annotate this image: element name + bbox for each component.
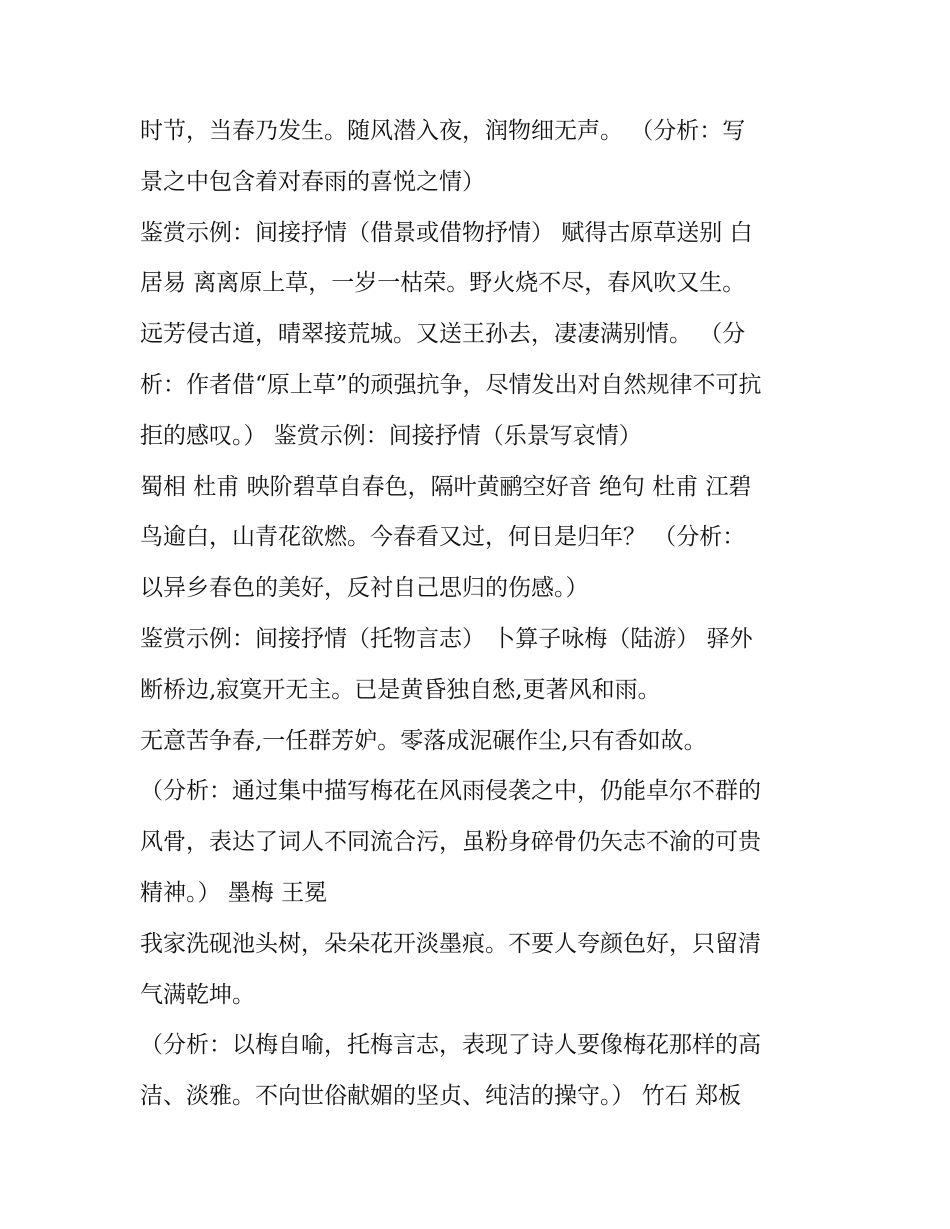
- text-line: 以异乡春色的美好，反衬自己思归的伤感。）: [140, 575, 589, 602]
- text-line: 风骨，表达了词人不同流合污，虽粉身碎骨仍矢志不渝的可贵: [140, 829, 761, 856]
- text-line: 远芳侵古道，晴翠接荒城。又送王孙去，凄凄满别情。 （分: [140, 321, 746, 348]
- text-line: 拒的感叹。） 鉴赏示例：间接抒情（乐景写哀情）: [140, 422, 642, 449]
- text-line: 无意苦争春,一任群芳妒。零落成泥碾作尘,只有香如故。: [140, 727, 707, 754]
- text-line: 景之中包含着对春雨的喜悦之情）: [140, 168, 485, 195]
- text-line: 鉴赏示例：间接抒情（借景或借物抒情） 赋得古原草送别 白: [140, 219, 753, 246]
- text-line: 鉴赏示例：间接抒情（托物言志） 卜算子咏梅（陆游） 驿外: [140, 625, 753, 652]
- text-line: 精神。） 墨梅 王冕: [140, 879, 328, 906]
- text-line: 断桥边,寂寞开无主。已是黄昏独自愁,更著风和雨。: [140, 676, 661, 703]
- text-line: （分析：通过集中描写梅花在风雨侵袭之中，仍能卓尔不群的: [140, 778, 761, 805]
- text-line: 析：作者借“原上草”的顽强抗争，尽情发出对自然规律不可抗: [140, 371, 762, 398]
- text-line: 蜀相 杜甫 映阶碧草自春色，隔叶黄鹂空好音 绝句 杜甫 江碧: [140, 473, 752, 500]
- text-line: 居易 离离原上草，一岁一枯荣。野火烧不尽，春风吹又生。: [140, 270, 746, 297]
- text-line: 我家洗砚池头树，朵朵花开淡墨痕。不要人夸颜色好，只留清: [140, 930, 761, 957]
- document-body: [140, 106, 830, 1122]
- text-line: 气满乾坤。: [140, 981, 255, 1008]
- text-line: （分析：以梅自喻，托梅言志，表现了诗人要像梅花那样的高: [140, 1032, 761, 1059]
- text-line: 鸟逾白，山青花欲燃。今春看又过，何日是归年？ （分析：: [140, 524, 746, 551]
- text-line: 时节，当春乃发生。随风潜入夜，润物细无声。 （分析：写: [140, 118, 746, 144]
- text-line: 洁、淡雅。不向世俗献媚的坚贞、纯洁的操守。） 竹石 郑板: [140, 1083, 742, 1110]
